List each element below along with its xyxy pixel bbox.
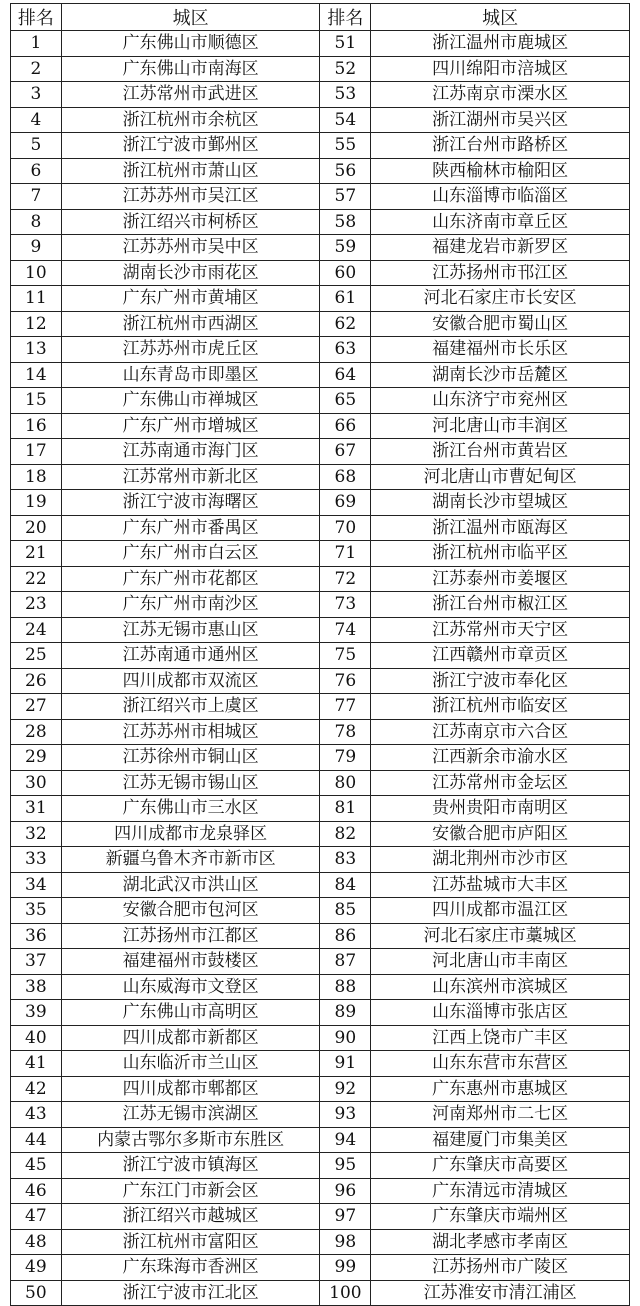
rank-cell-left: 34 [11,872,62,898]
rank-cell-right: 74 [320,617,371,643]
rank-cell-right: 100 [320,1280,371,1306]
district-cell-right: 四川成都市温江区 [371,898,630,924]
district-cell-left: 广东广州市黄埔区 [61,286,320,312]
district-cell-right: 广东肇庆市端州区 [371,1204,630,1230]
rank-cell-left: 20 [11,515,62,541]
table-row [11,719,630,745]
district-cell-right: 浙江温州市瓯海区 [371,515,630,541]
table-row [11,1204,630,1230]
district-cell-right: 江苏泰州市姜堰区 [371,566,630,592]
district-cell-right: 福建龙岩市新罗区 [371,235,630,261]
table-row [11,1076,630,1102]
district-cell-left: 广东佛山市高明区 [61,1000,320,1026]
district-cell-right: 陕西榆林市榆阳区 [371,158,630,184]
rank-cell-right: 51 [320,31,371,57]
district-cell-left: 广东广州市花都区 [61,566,320,592]
district-cell-left: 江苏徐州市铜山区 [61,745,320,771]
table-row [11,566,630,592]
rank-cell-right: 72 [320,566,371,592]
table-row [11,439,630,465]
rank-cell-left: 42 [11,1076,62,1102]
district-cell-left: 广东广州市白云区 [61,541,320,567]
table-row [11,1000,630,1026]
table-row [11,362,630,388]
rank-cell-right: 73 [320,592,371,618]
table-row [11,872,630,898]
table-row [11,31,630,57]
district-cell-right: 河北石家庄市藁城区 [371,923,630,949]
rank-cell-right: 55 [320,133,371,159]
district-cell-right: 福建福州市长乐区 [371,337,630,363]
rank-cell-left: 26 [11,668,62,694]
rank-cell-left: 43 [11,1102,62,1128]
rank-cell-left: 10 [11,260,62,286]
district-cell-right: 湖南长沙市岳麓区 [371,362,630,388]
district-cell-left: 广东佛山市南海区 [61,56,320,82]
rank-cell-right: 78 [320,719,371,745]
rank-cell-right: 87 [320,949,371,975]
rank-cell-left: 48 [11,1229,62,1255]
district-cell-left: 浙江宁波市鄞州区 [61,133,320,159]
rank-cell-left: 15 [11,388,62,414]
district-cell-right: 江苏常州市天宁区 [371,617,630,643]
table-row [11,668,630,694]
district-cell-right: 广东清远市清城区 [371,1178,630,1204]
district-cell-right: 江苏盐城市大丰区 [371,872,630,898]
rank-cell-right: 75 [320,643,371,669]
rank-cell-right: 77 [320,694,371,720]
district-cell-left: 江苏无锡市惠山区 [61,617,320,643]
district-cell-right: 湖南长沙市望城区 [371,490,630,516]
rank-cell-left: 16 [11,413,62,439]
table-row [11,898,630,924]
rank-cell-left: 41 [11,1051,62,1077]
district-cell-left: 湖北武汉市洪山区 [61,872,320,898]
rank-cell-left: 22 [11,566,62,592]
rank-header-right: 排名 [320,4,371,31]
table-row [11,1102,630,1128]
district-cell-right: 山东淄博市临淄区 [371,184,630,210]
district-cell-left: 浙江杭州市西湖区 [61,311,320,337]
table-row [11,209,630,235]
district-cell-left: 福建福州市鼓楼区 [61,949,320,975]
table-row [11,337,630,363]
district-cell-right: 江苏淮安市清江浦区 [371,1280,630,1306]
district-cell-left: 广东珠海市香洲区 [61,1255,320,1281]
district-cell-right: 浙江台州市黄岩区 [371,439,630,465]
district-cell-left: 四川成都市双流区 [61,668,320,694]
rank-cell-right: 61 [320,286,371,312]
district-cell-left: 新疆乌鲁木齐市新市区 [61,847,320,873]
district-cell-right: 江苏常州市金坛区 [371,770,630,796]
district-cell-right: 湖北孝感市孝南区 [371,1229,630,1255]
district-cell-right: 四川绵阳市涪城区 [371,56,630,82]
district-cell-left: 广东广州市番禺区 [61,515,320,541]
district-cell-left: 四川成都市新都区 [61,1025,320,1051]
header-row [11,4,630,31]
rank-cell-right: 81 [320,796,371,822]
district-cell-left: 浙江宁波市海曙区 [61,490,320,516]
district-cell-right: 江苏扬州市广陵区 [371,1255,630,1281]
rank-header-left: 排名 [11,4,62,31]
table-row [11,413,630,439]
rank-cell-left: 6 [11,158,62,184]
rank-cell-right: 59 [320,235,371,261]
rank-cell-left: 45 [11,1153,62,1179]
rank-cell-right: 96 [320,1178,371,1204]
rank-cell-left: 17 [11,439,62,465]
table-row [11,643,630,669]
rank-cell-left: 30 [11,770,62,796]
rank-cell-right: 71 [320,541,371,567]
rank-cell-left: 35 [11,898,62,924]
district-cell-right: 河北石家庄市长安区 [371,286,630,312]
rank-cell-left: 29 [11,745,62,771]
table-row [11,107,630,133]
table-row [11,694,630,720]
district-cell-left: 内蒙古鄂尔多斯市东胜区 [61,1127,320,1153]
rank-cell-right: 52 [320,56,371,82]
district-cell-right: 江西上饶市广丰区 [371,1025,630,1051]
rank-cell-right: 80 [320,770,371,796]
table-row [11,388,630,414]
district-cell-left: 江苏无锡市锡山区 [61,770,320,796]
rank-cell-left: 13 [11,337,62,363]
district-cell-right: 江西新余市渝水区 [371,745,630,771]
district-cell-left: 浙江宁波市江北区 [61,1280,320,1306]
table-row [11,260,630,286]
rank-cell-left: 19 [11,490,62,516]
district-cell-left: 湖南长沙市雨花区 [61,260,320,286]
district-cell-left: 江苏苏州市虎丘区 [61,337,320,363]
rank-cell-left: 36 [11,923,62,949]
district-cell-left: 江苏南通市通州区 [61,643,320,669]
district-cell-right: 贵州贵阳市南明区 [371,796,630,822]
rank-cell-right: 53 [320,82,371,108]
district-cell-right: 福建厦门市集美区 [371,1127,630,1153]
district-cell-right: 河南郑州市二七区 [371,1102,630,1128]
rank-cell-right: 94 [320,1127,371,1153]
rank-cell-right: 76 [320,668,371,694]
rank-cell-right: 54 [320,107,371,133]
district-cell-left: 江苏南通市海门区 [61,439,320,465]
table-row [11,821,630,847]
district-cell-left: 山东威海市文登区 [61,974,320,1000]
rank-cell-left: 33 [11,847,62,873]
table-row [11,311,630,337]
district-cell-right: 浙江杭州市临安区 [371,694,630,720]
rank-cell-right: 84 [320,872,371,898]
district-cell-left: 浙江绍兴市上虞区 [61,694,320,720]
table-row [11,1178,630,1204]
table-row [11,464,630,490]
district-cell-left: 浙江杭州市萧山区 [61,158,320,184]
rank-cell-right: 98 [320,1229,371,1255]
district-cell-left: 山东临沂市兰山区 [61,1051,320,1077]
rank-cell-left: 8 [11,209,62,235]
district-cell-right: 江苏扬州市邗江区 [371,260,630,286]
table-row [11,796,630,822]
rank-cell-right: 79 [320,745,371,771]
district-cell-left: 安徽合肥市包河区 [61,898,320,924]
table-row [11,745,630,771]
rank-cell-left: 28 [11,719,62,745]
district-cell-left: 江苏常州市武进区 [61,82,320,108]
district-cell-right: 山东东营市东营区 [371,1051,630,1077]
rank-cell-right: 67 [320,439,371,465]
rank-cell-left: 40 [11,1025,62,1051]
rank-cell-left: 11 [11,286,62,312]
rank-cell-right: 93 [320,1102,371,1128]
rank-cell-right: 57 [320,184,371,210]
rank-cell-right: 68 [320,464,371,490]
district-cell-left: 广东江门市新会区 [61,1178,320,1204]
district-cell-right: 江苏南京市六合区 [371,719,630,745]
rank-cell-left: 2 [11,56,62,82]
rank-cell-left: 9 [11,235,62,261]
rank-cell-right: 82 [320,821,371,847]
district-cell-right: 浙江台州市路桥区 [371,133,630,159]
rank-cell-right: 88 [320,974,371,1000]
rank-cell-right: 95 [320,1153,371,1179]
district-cell-left: 广东广州市增城区 [61,413,320,439]
district-cell-right: 山东济宁市兖州区 [371,388,630,414]
table-row [11,1051,630,1077]
rank-cell-right: 99 [320,1255,371,1281]
district-cell-right: 山东济南市章丘区 [371,209,630,235]
rank-cell-left: 1 [11,31,62,57]
rank-cell-left: 18 [11,464,62,490]
rank-cell-left: 25 [11,643,62,669]
table-row [11,490,630,516]
rank-cell-left: 14 [11,362,62,388]
table-row [11,847,630,873]
rank-cell-right: 90 [320,1025,371,1051]
table-row [11,974,630,1000]
district-cell-right: 江苏南京市溧水区 [371,82,630,108]
rank-cell-left: 37 [11,949,62,975]
rank-cell-right: 91 [320,1051,371,1077]
district-cell-left: 浙江杭州市富阳区 [61,1229,320,1255]
district-cell-left: 浙江绍兴市越城区 [61,1204,320,1230]
table-row [11,515,630,541]
table-row [11,949,630,975]
rank-cell-left: 24 [11,617,62,643]
district-cell-left: 山东青岛市即墨区 [61,362,320,388]
rank-cell-left: 5 [11,133,62,159]
table-row [11,235,630,261]
rank-cell-right: 66 [320,413,371,439]
table-row [11,1127,630,1153]
district-cell-left: 江苏扬州市江都区 [61,923,320,949]
rank-cell-right: 62 [320,311,371,337]
table-row [11,56,630,82]
district-cell-right: 安徽合肥市蜀山区 [371,311,630,337]
rank-cell-right: 63 [320,337,371,363]
district-cell-left: 浙江杭州市余杭区 [61,107,320,133]
rank-cell-right: 92 [320,1076,371,1102]
rank-cell-right: 97 [320,1204,371,1230]
rank-cell-left: 27 [11,694,62,720]
district-cell-right: 浙江温州市鹿城区 [371,31,630,57]
rank-cell-right: 69 [320,490,371,516]
district-cell-left: 广东广州市南沙区 [61,592,320,618]
rank-cell-right: 89 [320,1000,371,1026]
rank-cell-left: 7 [11,184,62,210]
district-cell-left: 江苏苏州市吴中区 [61,235,320,261]
district-cell-right: 广东肇庆市高要区 [371,1153,630,1179]
district-cell-left: 江苏苏州市相城区 [61,719,320,745]
district-cell-left: 江苏常州市新北区 [61,464,320,490]
district-cell-left: 江苏无锡市滨湖区 [61,1102,320,1128]
rank-cell-left: 39 [11,1000,62,1026]
district-cell-right: 浙江台州市椒江区 [371,592,630,618]
rank-cell-right: 70 [320,515,371,541]
table-body [11,31,630,1306]
rank-cell-right: 60 [320,260,371,286]
table-row [11,1229,630,1255]
rank-cell-right: 86 [320,923,371,949]
rank-cell-right: 85 [320,898,371,924]
rank-cell-right: 58 [320,209,371,235]
rank-cell-right: 64 [320,362,371,388]
table-row [11,82,630,108]
table-row [11,923,630,949]
district-cell-left: 浙江绍兴市柯桥区 [61,209,320,235]
rank-cell-left: 46 [11,1178,62,1204]
rank-cell-right: 56 [320,158,371,184]
table-row [11,133,630,159]
district-cell-right: 湖北荆州市沙市区 [371,847,630,873]
district-cell-right: 江西赣州市章贡区 [371,643,630,669]
table-row [11,1255,630,1281]
rank-cell-left: 4 [11,107,62,133]
district-cell-right: 安徽合肥市庐阳区 [371,821,630,847]
district-cell-left: 浙江宁波市镇海区 [61,1153,320,1179]
district-cell-left: 广东佛山市顺德区 [61,31,320,57]
table-row [11,541,630,567]
rank-cell-left: 50 [11,1280,62,1306]
rank-cell-left: 44 [11,1127,62,1153]
rank-cell-right: 65 [320,388,371,414]
ranking-table [10,3,630,1306]
district-cell-left: 四川成都市龙泉驿区 [61,821,320,847]
rank-cell-left: 47 [11,1204,62,1230]
table-row [11,617,630,643]
district-cell-left: 广东佛山市三水区 [61,796,320,822]
table-row [11,1280,630,1306]
rank-cell-left: 3 [11,82,62,108]
district-header-right: 城区 [371,4,630,31]
district-cell-right: 浙江湖州市吴兴区 [371,107,630,133]
rank-cell-left: 49 [11,1255,62,1281]
district-cell-right: 浙江宁波市奉化区 [371,668,630,694]
rank-cell-left: 23 [11,592,62,618]
table-row [11,184,630,210]
district-cell-right: 河北唐山市曹妃甸区 [371,464,630,490]
district-cell-right: 河北唐山市丰润区 [371,413,630,439]
rank-cell-left: 31 [11,796,62,822]
district-header-left: 城区 [61,4,320,31]
rank-cell-left: 21 [11,541,62,567]
rank-cell-right: 83 [320,847,371,873]
district-cell-left: 四川成都市郫都区 [61,1076,320,1102]
table-row [11,770,630,796]
district-cell-right: 浙江杭州市临平区 [371,541,630,567]
district-cell-right: 广东惠州市惠城区 [371,1076,630,1102]
table-row [11,286,630,312]
district-cell-left: 江苏苏州市吴江区 [61,184,320,210]
table-row [11,592,630,618]
table-row [11,1025,630,1051]
rank-cell-left: 32 [11,821,62,847]
district-cell-left: 广东佛山市禅城区 [61,388,320,414]
table-row [11,1153,630,1179]
district-cell-right: 山东滨州市滨城区 [371,974,630,1000]
district-cell-right: 山东淄博市张店区 [371,1000,630,1026]
rank-cell-left: 12 [11,311,62,337]
district-cell-right: 河北唐山市丰南区 [371,949,630,975]
rank-cell-left: 38 [11,974,62,1000]
table-row [11,158,630,184]
